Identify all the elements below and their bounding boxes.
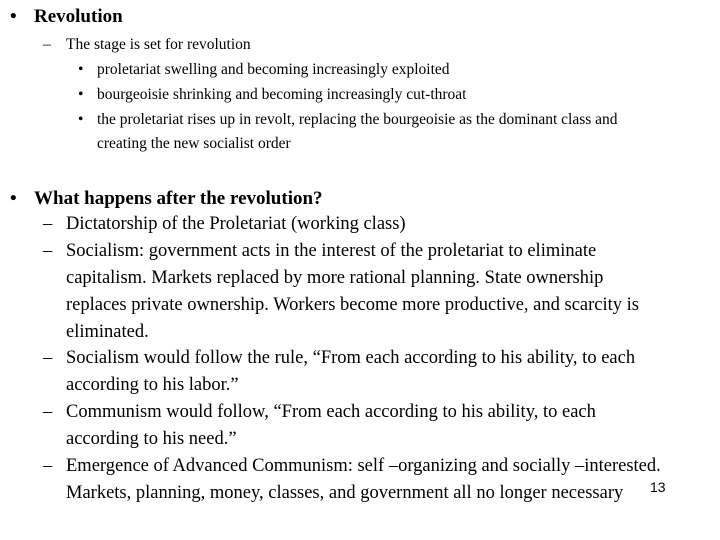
- bullet-mark: •: [78, 86, 84, 103]
- bullet-mark: •: [10, 188, 17, 209]
- section-title: What happens after the revolution?: [34, 188, 323, 209]
- bullet-mark: •: [78, 61, 84, 78]
- dash-mark: –: [43, 214, 53, 234]
- list-item-text: Emergence of Advanced Communism: self –organizing and socially –interested.: [66, 456, 661, 476]
- list-item-text: according to his need.”: [66, 429, 237, 449]
- list-item-text: Communism would follow, “From each according to his ability, to each: [66, 402, 596, 422]
- dash-mark: –: [43, 402, 53, 422]
- list-item-text: Markets, planning, money, classes, and government all no longer necessary: [66, 483, 624, 503]
- list-item-text: The stage is set for revolution: [66, 36, 251, 53]
- sub-list-item-text: proletariat swelling and becoming increasingly exploited: [97, 61, 450, 78]
- page-number: 13: [650, 479, 666, 495]
- dash-mark: –: [43, 241, 53, 261]
- bullet-mark: •: [78, 111, 84, 128]
- list-item-text: capitalism. Markets replaced by more rational planning. State ownership: [66, 268, 604, 288]
- list-item-text: Socialism would follow the rule, “From each according to his ability, to each: [66, 348, 636, 368]
- list-item-text: Socialism: government acts in the interest of the proletariat to eliminate: [66, 241, 597, 261]
- sub-list-item-text: bourgeoisie shrinking and becoming increasingly cut-throat: [97, 86, 467, 103]
- dash-mark: –: [43, 348, 53, 368]
- sub-list-item-text: creating the new socialist order: [97, 135, 291, 152]
- section-title: Revolution: [34, 6, 123, 27]
- list-item-text: according to his labor.”: [66, 375, 239, 395]
- dash-mark: –: [43, 36, 51, 53]
- dash-mark: –: [43, 456, 53, 476]
- bullet-mark: •: [10, 6, 17, 27]
- list-item-text: Dictatorship of the Proletariat (working class): [66, 214, 406, 234]
- sub-list-item-text: the proletariat rises up in revolt, replacing the bourgeoisie as the dominant class and: [97, 111, 618, 128]
- list-item-text: eliminated.: [66, 322, 149, 342]
- list-item-text: replaces private ownership. Workers become more productive, and scarcity is: [66, 295, 640, 315]
